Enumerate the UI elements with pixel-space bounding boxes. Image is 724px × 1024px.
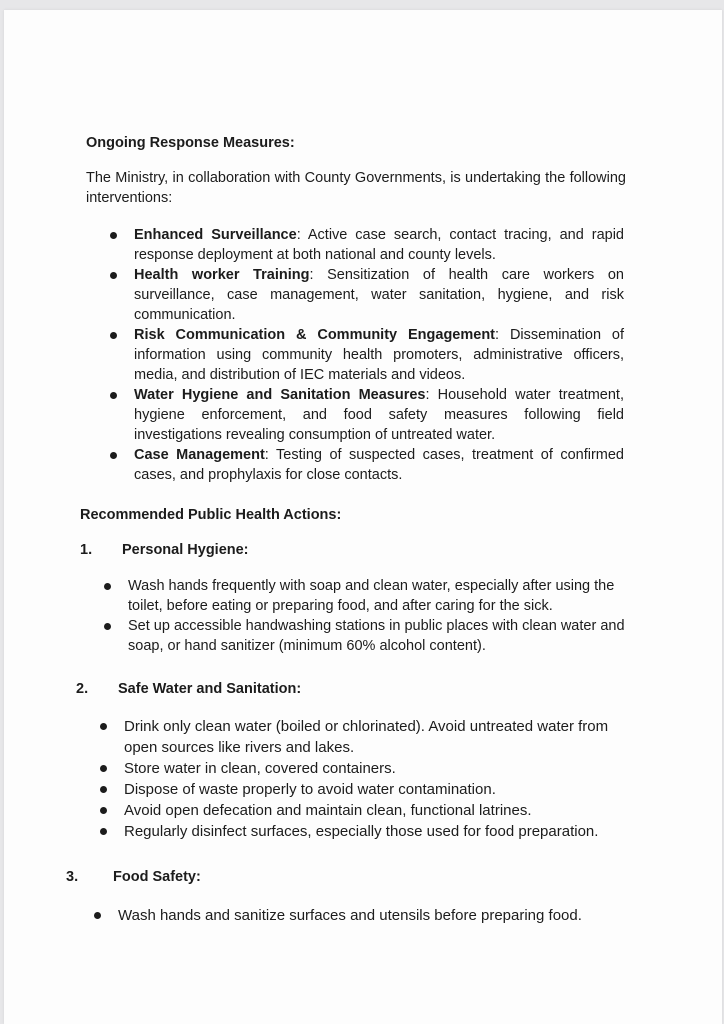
section-number: 2.	[76, 681, 89, 697]
bullet-icon	[104, 623, 111, 630]
list-item-label: Health worker Training	[134, 267, 310, 283]
list-item-text: : Active case search, contact tracing, and rapid response deployment at both national and county levels.	[134, 227, 624, 263]
list-item-label: Case Management	[134, 447, 265, 463]
list-item	[124, 800, 644, 821]
bullet-icon	[104, 583, 111, 590]
section-number: 1.	[80, 542, 93, 558]
section-number: 3.	[66, 869, 79, 885]
list-item	[124, 779, 644, 800]
list-item-text: Avoid open defecation and maintain clean, functional latrines.	[124, 802, 532, 819]
list-item	[118, 905, 658, 926]
ongoing-response-heading: Ongoing Response Measures:	[86, 135, 295, 151]
recommended-actions-heading: Recommended Public Health Actions:	[80, 507, 342, 523]
list-item-text: Drink only clean water (boiled or chlorinated). Avoid untreated water from open sources like rivers and lakes.	[124, 718, 609, 756]
list-item	[134, 325, 624, 385]
bullet-icon	[110, 452, 117, 459]
section-title: Personal Hygiene:	[122, 542, 249, 558]
list-item	[124, 716, 644, 758]
section-heading-personal-hygiene	[80, 540, 249, 560]
section-title: Food Safety:	[113, 869, 201, 885]
list-item-text: Dispose of waste properly to avoid water contamination.	[124, 781, 496, 798]
bullet-icon	[110, 272, 117, 279]
list-item	[134, 225, 624, 265]
list-item-label: Enhanced Surveillance	[134, 227, 297, 243]
safe-water-list	[124, 716, 644, 842]
bullet-icon	[100, 723, 107, 730]
list-item	[128, 576, 633, 616]
bullet-icon	[100, 807, 107, 814]
list-item-text: : Sensitization of health care workers on surveillance, case management, water sanitation, hygiene, and risk communication.	[134, 267, 624, 323]
bullet-icon	[94, 912, 101, 919]
list-item-text: : Testing of suspected cases, treatment of confirmed cases, and prophylaxis for close contacts.	[134, 447, 624, 483]
list-item-text: Regularly disinfect surfaces, especially those used for food preparation.	[124, 823, 599, 840]
list-item-text: : Household water treatment, hygiene enforcement, and food safety measures following field investigations revealing consumption of untreated water.	[134, 387, 624, 443]
document-page	[4, 10, 722, 1024]
bullet-icon	[110, 392, 117, 399]
bullet-icon	[110, 232, 117, 239]
bullet-icon	[100, 828, 107, 835]
list-item	[124, 758, 644, 779]
ongoing-measures-list	[134, 225, 624, 485]
list-item-text: Store water in clean, covered containers.	[124, 760, 396, 777]
list-item-text: : Dissemination of information using community health promoters, administrative officers, media, and distribution of IEC materials and videos.	[134, 327, 624, 383]
bullet-icon	[100, 765, 107, 772]
document-content	[4, 10, 722, 1024]
bullet-icon	[110, 332, 117, 339]
list-item-text: Wash hands and sanitize surfaces and utensils before preparing food.	[118, 907, 582, 924]
list-item	[134, 445, 624, 485]
list-item	[124, 821, 644, 842]
section-heading-food-safety	[66, 867, 201, 887]
ongoing-intro-paragraph: The Ministry, in collaboration with County Governments, is undertaking the following interventions:	[86, 170, 626, 206]
list-item-label: Risk Communication & Community Engagement	[134, 327, 496, 343]
personal-hygiene-list	[128, 576, 633, 656]
list-item-label: Water Hygiene and Sanitation Measures	[134, 387, 426, 403]
list-item	[134, 265, 624, 325]
section-heading-safe-water	[76, 679, 301, 699]
list-item	[128, 616, 633, 656]
list-item-text: Wash hands frequently with soap and clean water, especially after using the toilet, before eating or preparing food, and after caring for the sick.	[128, 578, 615, 614]
list-item-text: Set up accessible handwashing stations in public places with clean water and soap, or hand sanitizer (minimum 60% alcohol content).	[128, 618, 625, 654]
food-safety-list	[118, 905, 658, 926]
section-title: Safe Water and Sanitation:	[118, 681, 302, 697]
bullet-icon	[100, 786, 107, 793]
list-item	[134, 385, 624, 445]
